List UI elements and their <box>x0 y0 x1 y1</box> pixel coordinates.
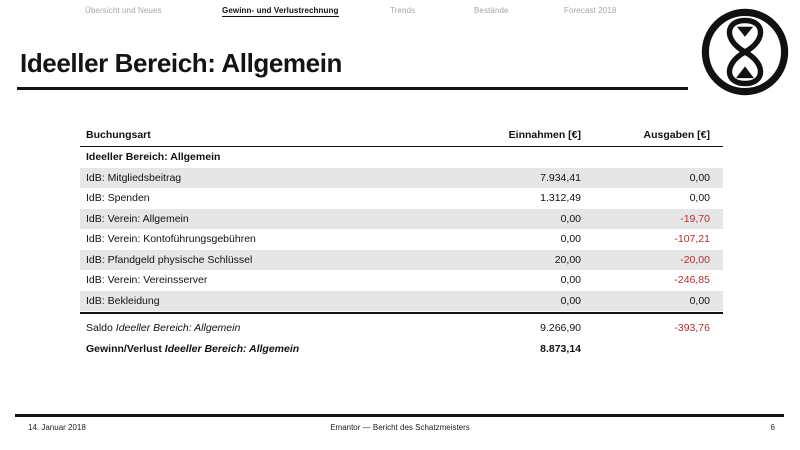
footer-author-title: Emantor — Bericht des Schatzmeisters <box>330 423 470 432</box>
table-row <box>80 229 723 250</box>
row-ausgaben: 0,00 <box>689 171 710 184</box>
row-label: IdB: Pfandgeld physische Schlüssel <box>86 253 253 266</box>
row-ausgaben: 0,00 <box>689 294 710 307</box>
finance-table <box>80 124 723 359</box>
nav-section-item[interactable]: Übersicht und Neues <box>85 6 162 15</box>
table-row <box>80 270 723 291</box>
row-einnahmen: 0,00 <box>560 212 581 225</box>
row-einnahmen: 1.312,49 <box>540 192 581 205</box>
summary-ausgaben: -393,76 <box>674 322 710 335</box>
row-label: IdB: Bekleidung <box>86 294 160 307</box>
row-label: IdB: Mitgliedsbeitrag <box>86 171 182 184</box>
page-title: Ideeller Bereich: Allgemein <box>20 48 343 78</box>
nav-section-item[interactable]: Forecast 2018 <box>564 6 617 15</box>
footer <box>0 421 800 437</box>
row-ausgaben: -107,21 <box>674 233 710 246</box>
nav-section-current[interactable]: Gewinn- und Verlustrechnung <box>222 6 339 15</box>
row-label: IdB: Verein: Kontoführungsgebühren <box>86 233 256 246</box>
nav-section-item[interactable]: Bestände <box>474 6 509 15</box>
summary-einnahmen: 9.266,90 <box>540 322 581 335</box>
row-ausgaben: 0,00 <box>689 192 710 205</box>
hourglass-logo <box>700 7 790 97</box>
col-header-buchungsart: Buchungsart <box>86 129 151 141</box>
col-header-einnahmen: Einnahmen [€] <box>508 129 581 141</box>
section-nav <box>0 6 800 22</box>
summary-label: Gewinn/Verlust Ideeller Bereich: Allgemein <box>86 342 300 355</box>
col-header-ausgaben: Ausgaben [€] <box>643 129 710 141</box>
summary-label: Saldo Ideeller Bereich: Allgemein <box>86 322 241 335</box>
row-ausgaben: -20,00 <box>680 253 710 266</box>
row-label: IdB: Verein: Vereinsserver <box>86 274 208 287</box>
summary-row <box>80 318 723 339</box>
row-label: IdB: Verein: Allgemein <box>86 212 189 225</box>
table-row <box>80 250 723 271</box>
group-row-label: Ideeller Bereich: Allgemein <box>86 151 221 164</box>
row-einnahmen: 0,00 <box>560 274 581 287</box>
table-summary <box>80 318 723 359</box>
row-ausgaben: -246,85 <box>674 274 710 287</box>
footer-date: 14. Januar 2018 <box>28 423 86 432</box>
table-row <box>80 291 723 312</box>
table-header-row <box>80 124 723 147</box>
table-row <box>80 209 723 230</box>
footer-page-number: 6 <box>770 423 775 432</box>
row-einnahmen: 0,00 <box>560 233 581 246</box>
summary-einnahmen: 8.873,14 <box>540 342 581 355</box>
summary-row <box>80 339 723 360</box>
table-group-row <box>80 147 723 168</box>
table-body <box>80 168 723 312</box>
table-row <box>80 168 723 189</box>
row-einnahmen: 20,00 <box>554 253 581 266</box>
footer-rule <box>15 414 784 417</box>
row-label: IdB: Spenden <box>86 192 150 205</box>
row-einnahmen: 0,00 <box>560 294 581 307</box>
table-row <box>80 188 723 209</box>
row-einnahmen: 7.934,41 <box>540 171 581 184</box>
summary-divider-rule <box>80 312 723 314</box>
nav-section-item[interactable]: Trends <box>390 6 416 15</box>
row-ausgaben: -19,70 <box>680 212 710 225</box>
title-rule <box>17 87 688 90</box>
